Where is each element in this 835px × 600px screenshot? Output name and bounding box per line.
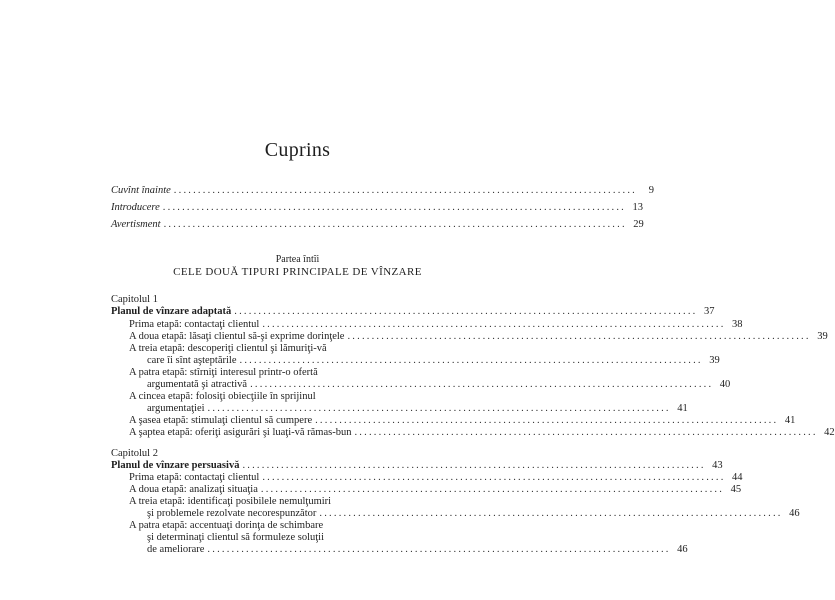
chapter-label: Capitolul 1 xyxy=(111,294,158,305)
entry-label: Avertisment xyxy=(111,219,161,230)
entry-page: 39 xyxy=(709,355,720,366)
leader-dots: ................................................................................................ xyxy=(319,508,783,519)
leader-dots: ................................................................................................ xyxy=(163,219,627,230)
entry-page: 13 xyxy=(632,202,643,213)
entry-label-line3: de ameliorare xyxy=(147,544,205,555)
entry-label-line2: care îi sînt aşteptările xyxy=(147,355,237,366)
entry-label-line1: A patra etapă: stîrniţi interesul printr-o ofertă xyxy=(129,367,318,378)
entry-label-line2: şi problemele rezolvate necorespunzător xyxy=(147,508,317,519)
entry-page: 41 xyxy=(784,415,796,426)
entry-label-line2: argumentaţiei xyxy=(147,403,205,414)
entry-label: Introducere xyxy=(111,202,160,213)
entry-page: 46 xyxy=(789,508,800,519)
entry-page: 42 xyxy=(824,427,835,438)
leader-dots: ................................................................................................ xyxy=(234,306,698,317)
entry-page: 9 xyxy=(648,185,654,196)
leader-dots: ................................................................................................ xyxy=(315,415,779,426)
entry-page: 45 xyxy=(730,484,742,495)
toc-entry-step[interactable] xyxy=(129,426,835,439)
toc-entry-introduction[interactable] xyxy=(111,201,643,214)
entry-page: 43 xyxy=(712,460,723,471)
entry-label-line1: A cincea etapă: folosiţi obiecţiile în sprijinul xyxy=(129,391,316,402)
leader-dots: ................................................................................................ xyxy=(239,355,703,366)
entry-label: Prima etapă: contactaţi clientul xyxy=(129,319,260,330)
chapter-title: Planul de vînzare adaptată xyxy=(111,306,232,317)
entry-label: A şaptea etapă: oferiţi asigurări şi luaţi-vă rămas-bun xyxy=(129,427,352,438)
entry-label-line2: argumentată şi atractivă xyxy=(147,379,248,390)
entry-label: Cuvînt înainte xyxy=(111,185,171,196)
entry-label: Prima etapă: contactaţi clientul xyxy=(129,472,260,483)
leader-dots: ................................................................................................ xyxy=(207,544,671,555)
entry-page: 46 xyxy=(677,544,688,555)
leader-dots: ................................................................................................ xyxy=(262,472,726,483)
leader-dots: ................................................................................................ xyxy=(347,331,811,342)
leader-dots: ................................................................................................ xyxy=(260,484,725,495)
chapter-title: Planul de vînzare persuasivă xyxy=(111,460,240,471)
chapter-label: Capitolul 2 xyxy=(111,448,158,459)
toc-entry-warning[interactable] xyxy=(111,218,644,231)
part-label: Partea întîi xyxy=(275,254,320,265)
toc-entry-chapter1[interactable] xyxy=(111,305,715,318)
entry-page: 41 xyxy=(677,403,688,414)
leader-dots: ................................................................................................ xyxy=(173,185,637,196)
entry-label-line1: A patra etapă: accentuaţi dorinţa de schimbare xyxy=(129,520,324,531)
entry-label-line1: A treia etapă: descoperiţi clientul şi lămuriţi-vă xyxy=(129,343,327,354)
entry-label: A doua etapă: lăsaţi clientul să-şi exprime dorinţele xyxy=(129,331,345,342)
entry-label-line1: A treia etapă: identificaţi posibilele nemulţumiri xyxy=(129,496,332,507)
toc-page xyxy=(105,0,835,600)
entry-label: A doua etapă: analizaţi situaţia xyxy=(129,484,258,495)
entry-page: 29 xyxy=(633,219,644,230)
toc-entry-step[interactable] xyxy=(147,543,688,556)
entry-page: 39 xyxy=(817,331,828,342)
leader-dots: ................................................................................................ xyxy=(354,427,818,438)
entry-page: 38 xyxy=(732,319,743,330)
leader-dots: ................................................................................................ xyxy=(250,379,714,390)
entry-page: 44 xyxy=(732,472,743,483)
toc-entry-foreword[interactable] xyxy=(111,184,654,197)
page-title: Cuprins xyxy=(264,139,331,161)
part-title: CELE DOUĂ TIPURI PRINCIPALE DE VÎNZARE xyxy=(173,266,422,278)
leader-dots: ................................................................................................ xyxy=(162,202,626,213)
entry-page: 40 xyxy=(719,379,731,390)
leader-dots: ................................................................................................ xyxy=(242,460,706,471)
leader-dots: ................................................................................................ xyxy=(262,319,726,330)
leader-dots: ................................................................................................ xyxy=(207,403,671,414)
entry-label-line2: şi determinaţi clientul să formuleze soluţii xyxy=(147,532,324,543)
entry-label: A şasea etapă: stimulaţi clientul să cumpere xyxy=(129,415,313,426)
entry-page: 37 xyxy=(703,306,715,317)
